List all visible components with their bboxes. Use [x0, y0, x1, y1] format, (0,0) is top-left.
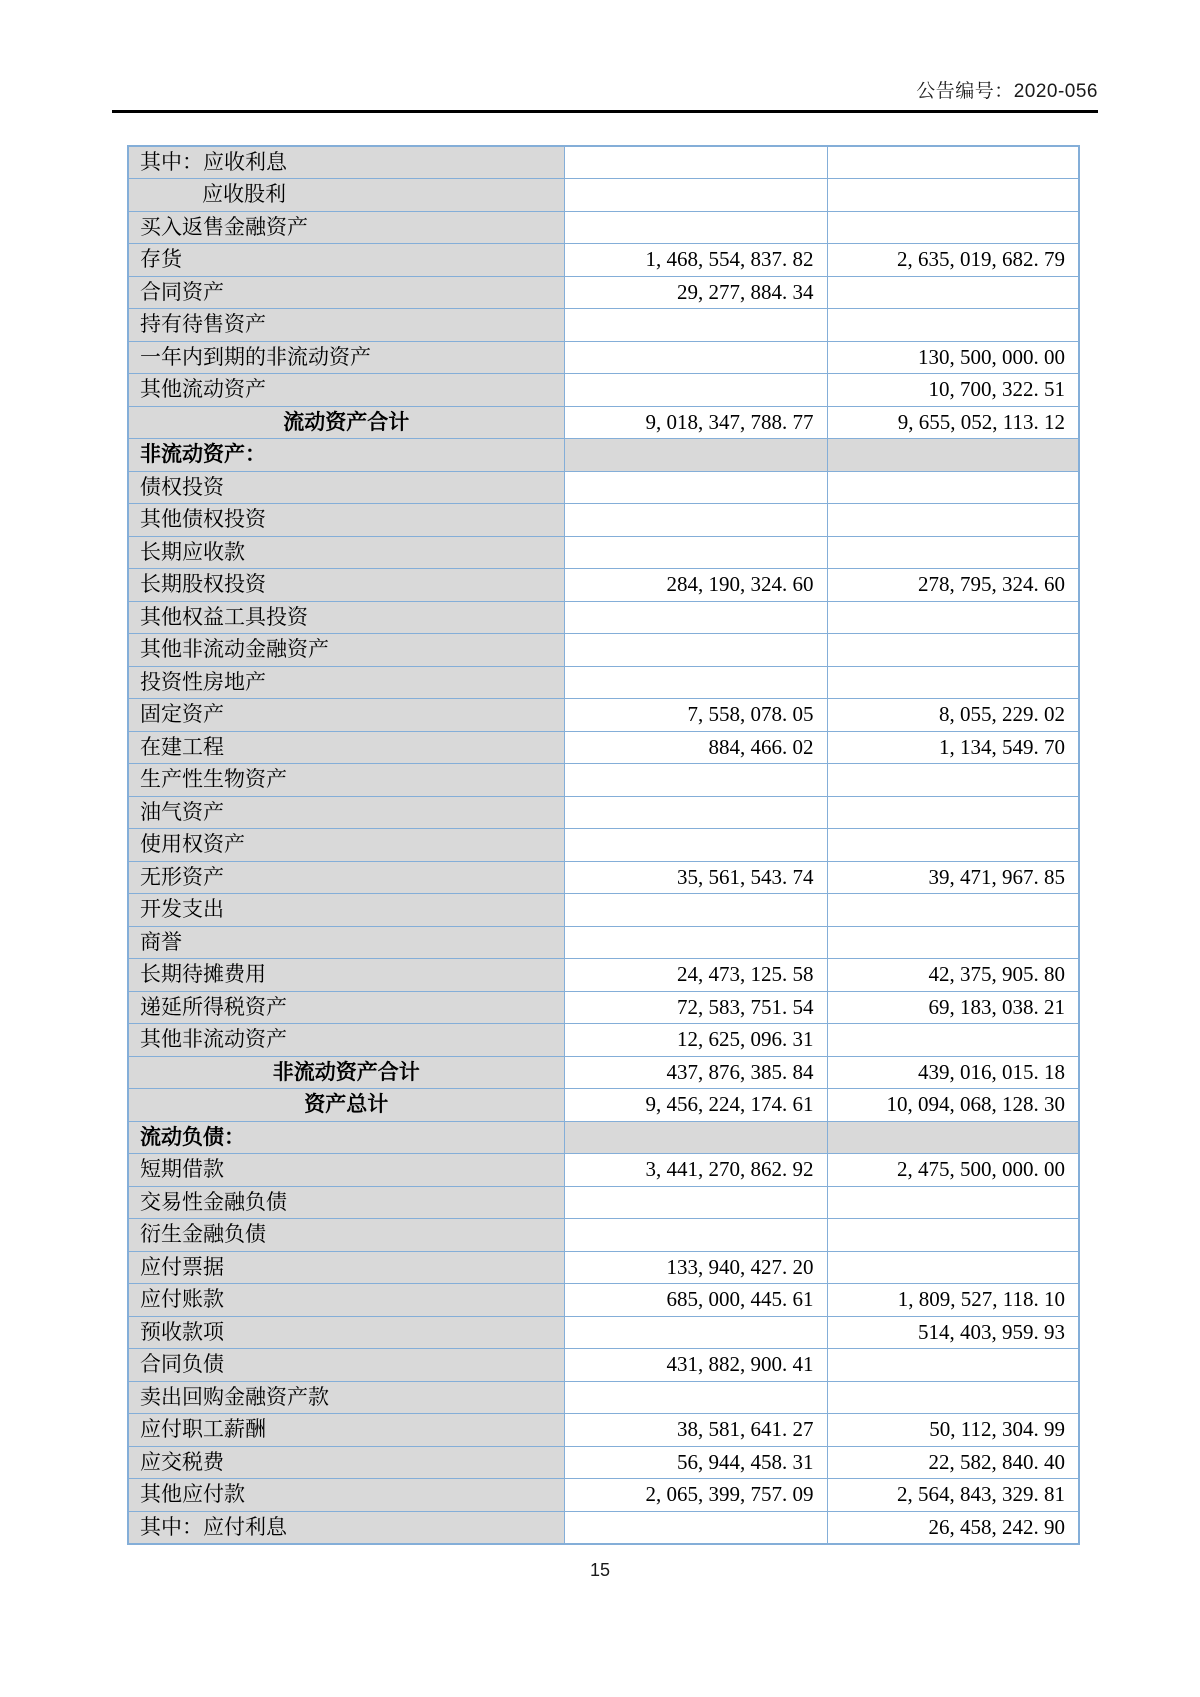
value-col-1	[564, 1511, 827, 1544]
value-col-2	[827, 276, 1079, 309]
row-label: 无形资产	[128, 861, 564, 894]
value-col-2	[827, 146, 1079, 179]
row-label: 持有待售资产	[128, 309, 564, 342]
value-col-2: 9, 655, 052, 113. 12	[827, 406, 1079, 439]
table-row	[128, 666, 1079, 699]
table-row	[128, 1251, 1079, 1284]
section-row	[128, 1121, 1079, 1154]
row-label: 应付职工薪酬	[128, 1414, 564, 1447]
row-label: 其他非流动金融资产	[128, 634, 564, 667]
value-col-1: 38, 581, 641. 27	[564, 1414, 827, 1447]
row-label: 开发支出	[128, 894, 564, 927]
table-row	[128, 536, 1079, 569]
value-col-2: 2, 635, 019, 682. 79	[827, 244, 1079, 277]
value-col-1: 1, 468, 554, 837. 82	[564, 244, 827, 277]
value-col-2: 130, 500, 000. 00	[827, 341, 1079, 374]
value-col-2: 439, 016, 015. 18	[827, 1056, 1079, 1089]
total-row	[128, 1056, 1079, 1089]
row-label: 流动资产合计	[128, 406, 564, 439]
row-label: 资产总计	[128, 1089, 564, 1122]
row-label: 油气资产	[128, 796, 564, 829]
row-label: 长期待摊费用	[128, 959, 564, 992]
table-row	[128, 1024, 1079, 1057]
table-row	[128, 1381, 1079, 1414]
value-col-2: 10, 700, 322. 51	[827, 374, 1079, 407]
value-col-1: 56, 944, 458. 31	[564, 1446, 827, 1479]
row-label: 商誉	[128, 926, 564, 959]
value-col-1	[564, 471, 827, 504]
row-label: 递延所得税资产	[128, 991, 564, 1024]
row-label: 投资性房地产	[128, 666, 564, 699]
value-col-2: 26, 458, 242. 90	[827, 1511, 1079, 1544]
table-row	[128, 764, 1079, 797]
value-col-1	[564, 601, 827, 634]
value-col-2	[827, 796, 1079, 829]
value-col-2	[827, 829, 1079, 862]
total-row	[128, 406, 1079, 439]
value-col-1	[564, 1381, 827, 1414]
row-label: 流动负债：	[128, 1121, 564, 1154]
value-col-1: 9, 018, 347, 788. 77	[564, 406, 827, 439]
table-row	[128, 959, 1079, 992]
value-col-1: 284, 190, 324. 60	[564, 569, 827, 602]
value-col-2	[827, 471, 1079, 504]
value-col-2: 2, 475, 500, 000. 00	[827, 1154, 1079, 1187]
value-col-2	[827, 894, 1079, 927]
value-col-1: 9, 456, 224, 174. 61	[564, 1089, 827, 1122]
value-col-1	[564, 894, 827, 927]
value-col-2	[827, 1251, 1079, 1284]
row-label: 合同资产	[128, 276, 564, 309]
table-row	[128, 731, 1079, 764]
value-col-2	[827, 764, 1079, 797]
value-col-1: 7, 558, 078. 05	[564, 699, 827, 732]
value-col-1: 685, 000, 445. 61	[564, 1284, 827, 1317]
table-row	[128, 796, 1079, 829]
row-label: 在建工程	[128, 731, 564, 764]
value-col-1	[564, 374, 827, 407]
table-row	[128, 1349, 1079, 1382]
table-row	[128, 829, 1079, 862]
value-col-1: 2, 065, 399, 757. 09	[564, 1479, 827, 1512]
table-row	[128, 146, 1079, 179]
row-label: 应收股利	[128, 179, 564, 212]
row-label: 存货	[128, 244, 564, 277]
row-label: 卖出回购金融资产款	[128, 1381, 564, 1414]
value-col-2	[827, 1121, 1079, 1154]
value-col-1: 133, 940, 427. 20	[564, 1251, 827, 1284]
value-col-1: 437, 876, 385. 84	[564, 1056, 827, 1089]
table-row	[128, 504, 1079, 537]
value-col-2: 69, 183, 038. 21	[827, 991, 1079, 1024]
header-rule	[112, 110, 1098, 113]
value-col-2	[827, 439, 1079, 472]
table-row	[128, 1479, 1079, 1512]
row-label: 其中：应付利息	[128, 1511, 564, 1544]
table-row	[128, 341, 1079, 374]
value-col-1: 12, 625, 096. 31	[564, 1024, 827, 1057]
row-label: 应交税费	[128, 1446, 564, 1479]
row-label: 其他应付款	[128, 1479, 564, 1512]
value-col-2: 39, 471, 967. 85	[827, 861, 1079, 894]
value-col-1	[564, 309, 827, 342]
value-col-1: 72, 583, 751. 54	[564, 991, 827, 1024]
row-label: 债权投资	[128, 471, 564, 504]
table-row	[128, 1511, 1079, 1544]
value-col-1: 431, 882, 900. 41	[564, 1349, 827, 1382]
row-label: 交易性金融负债	[128, 1186, 564, 1219]
value-col-1	[564, 179, 827, 212]
value-col-2	[827, 1186, 1079, 1219]
value-col-1	[564, 1219, 827, 1252]
row-label: 衍生金融负债	[128, 1219, 564, 1252]
row-label: 固定资产	[128, 699, 564, 732]
value-col-1	[564, 146, 827, 179]
value-col-1	[564, 211, 827, 244]
table-row	[128, 601, 1079, 634]
table-row	[128, 244, 1079, 277]
table-row	[128, 1414, 1079, 1447]
table-row	[128, 926, 1079, 959]
value-col-2	[827, 601, 1079, 634]
value-col-1	[564, 666, 827, 699]
balance-sheet-table	[127, 145, 1080, 1545]
row-label: 使用权资产	[128, 829, 564, 862]
row-label: 应付票据	[128, 1251, 564, 1284]
table-row	[128, 634, 1079, 667]
table-row	[128, 1186, 1079, 1219]
balance-sheet-body	[128, 146, 1079, 1544]
value-col-2: 1, 809, 527, 118. 10	[827, 1284, 1079, 1317]
row-label: 应付账款	[128, 1284, 564, 1317]
value-col-1: 35, 561, 543. 74	[564, 861, 827, 894]
row-label: 长期应收款	[128, 536, 564, 569]
table-row	[128, 699, 1079, 732]
value-col-1	[564, 536, 827, 569]
table-row	[128, 1219, 1079, 1252]
table-row	[128, 1284, 1079, 1317]
value-col-2	[827, 1349, 1079, 1382]
value-col-2	[827, 634, 1079, 667]
value-col-1: 884, 466. 02	[564, 731, 827, 764]
row-label: 其他权益工具投资	[128, 601, 564, 634]
value-col-1	[564, 341, 827, 374]
table-row	[128, 309, 1079, 342]
value-col-2	[827, 179, 1079, 212]
value-col-1	[564, 1121, 827, 1154]
table-row	[128, 374, 1079, 407]
announcement-number: 公告编号：2020-056	[916, 81, 1098, 102]
value-col-2	[827, 536, 1079, 569]
value-col-2: 42, 375, 905. 80	[827, 959, 1079, 992]
value-col-1	[564, 1186, 827, 1219]
value-col-2: 278, 795, 324. 60	[827, 569, 1079, 602]
table-row	[128, 569, 1079, 602]
table-row	[128, 861, 1079, 894]
table-row	[128, 991, 1079, 1024]
value-col-2: 50, 112, 304. 99	[827, 1414, 1079, 1447]
row-label: 买入返售金融资产	[128, 211, 564, 244]
value-col-2	[827, 666, 1079, 699]
row-label: 其他流动资产	[128, 374, 564, 407]
value-col-1	[564, 926, 827, 959]
table-row	[128, 894, 1079, 927]
row-label: 合同负债	[128, 1349, 564, 1382]
value-col-2	[827, 1381, 1079, 1414]
value-col-2	[827, 926, 1079, 959]
page-number: 15	[589, 1560, 611, 1580]
value-col-1	[564, 634, 827, 667]
value-col-1	[564, 829, 827, 862]
value-col-1	[564, 796, 827, 829]
value-col-2: 1, 134, 549. 70	[827, 731, 1079, 764]
value-col-1: 3, 441, 270, 862. 92	[564, 1154, 827, 1187]
value-col-2	[827, 211, 1079, 244]
table-row	[128, 276, 1079, 309]
row-label: 预收款项	[128, 1316, 564, 1349]
row-label: 非流动资产：	[128, 439, 564, 472]
row-label: 其他非流动资产	[128, 1024, 564, 1057]
row-label: 非流动资产合计	[128, 1056, 564, 1089]
row-label: 生产性生物资产	[128, 764, 564, 797]
value-col-2	[827, 504, 1079, 537]
row-label: 其中：应收利息	[128, 146, 564, 179]
value-col-2	[827, 1219, 1079, 1252]
value-col-2	[827, 309, 1079, 342]
value-col-2: 8, 055, 229. 02	[827, 699, 1079, 732]
row-label: 短期借款	[128, 1154, 564, 1187]
value-col-2: 10, 094, 068, 128. 30	[827, 1089, 1079, 1122]
value-col-2: 2, 564, 843, 329. 81	[827, 1479, 1079, 1512]
table-row	[128, 211, 1079, 244]
total-row	[128, 1089, 1079, 1122]
value-col-1: 29, 277, 884. 34	[564, 276, 827, 309]
value-col-1: 24, 473, 125. 58	[564, 959, 827, 992]
table-row	[128, 1316, 1079, 1349]
section-row	[128, 439, 1079, 472]
table-row	[128, 471, 1079, 504]
table-row	[128, 179, 1079, 212]
row-label: 长期股权投资	[128, 569, 564, 602]
table-row	[128, 1446, 1079, 1479]
row-label: 一年内到期的非流动资产	[128, 341, 564, 374]
value-col-1	[564, 764, 827, 797]
value-col-1	[564, 1316, 827, 1349]
value-col-2	[827, 1024, 1079, 1057]
table-row	[128, 1154, 1079, 1187]
value-col-2: 514, 403, 959. 93	[827, 1316, 1079, 1349]
row-label: 其他债权投资	[128, 504, 564, 537]
value-col-2: 22, 582, 840. 40	[827, 1446, 1079, 1479]
value-col-1	[564, 439, 827, 472]
value-col-1	[564, 504, 827, 537]
